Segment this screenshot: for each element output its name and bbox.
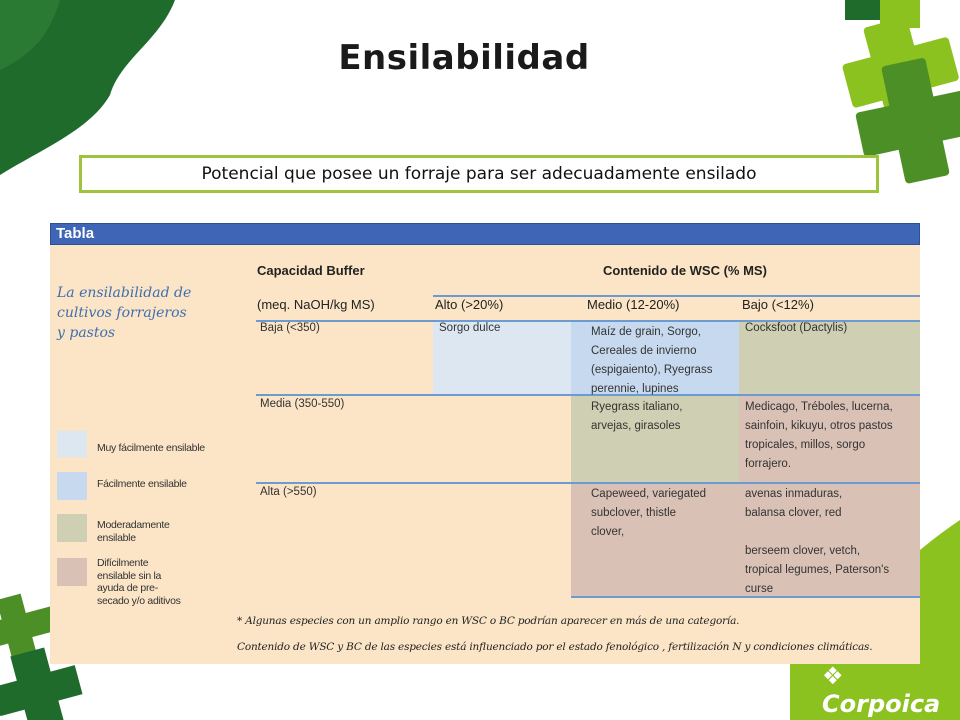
legend-swatch	[57, 431, 87, 457]
legend-label: Difícilmente ensilable sin la ayuda de pre- secado y/o aditivos	[97, 557, 181, 607]
divider	[256, 394, 920, 396]
definition-box	[79, 155, 879, 193]
col-wsc: Contenido de WSC (% MS)	[603, 263, 767, 278]
logo-icon: ❖	[822, 662, 844, 690]
col-capacidad-buffer: Capacidad Buffer	[257, 263, 365, 278]
legend-swatch	[57, 472, 87, 500]
col-medio: Medio (12-20%)	[587, 297, 680, 312]
legend-label: Fácilmente ensilable	[97, 478, 187, 490]
divider	[256, 482, 920, 484]
legend-label: Muy fácilmente ensilable	[97, 442, 205, 454]
row-label-baja: Baja (<350)	[260, 322, 320, 334]
legend-swatch	[57, 514, 87, 542]
row-label-alta: Alta (>550)	[260, 486, 317, 498]
cell-text: avenas inmaduras, balansa clover, red berseem clover, vetch, tropical legumes, Paterson's curse	[745, 488, 890, 595]
col-bajo: Bajo (<12%)	[742, 297, 814, 312]
table-header-bar: Tabla	[50, 223, 920, 245]
cell-text: Cocksfoot (Dactylis)	[745, 322, 848, 334]
cell-text: Medicago, Tréboles, lucerna, sainfoin, kikuyu, otros pastos tropicales, millos, sorgo forrajero.	[745, 401, 893, 470]
col-capacidad-unit: (meq. NaOH/kg MS)	[257, 297, 375, 312]
legend-label: Moderadamente ensilable	[97, 519, 170, 544]
cell-text: Sorgo dulce	[439, 322, 501, 334]
col-alto: Alto (>20%)	[435, 297, 504, 312]
ensilability-table	[50, 223, 920, 664]
definition-text: Potencial que posee un forraje para ser adecuadamente ensilado	[201, 164, 757, 184]
page-title: Ensilabilidad	[338, 38, 590, 78]
logo-text: Corpoica	[822, 690, 941, 718]
corpoica-logo	[822, 662, 960, 718]
cell-text: Maíz de grain, Sorgo, Cereales de invierno (espigaiento), Ryegrass perennie, lupines	[591, 326, 713, 395]
table-caption: La ensilabilidad de cultivos forrajeros y pastos	[57, 285, 192, 341]
cell-text: Ryegrass italiano, arvejas, girasoles	[591, 401, 683, 432]
row-label-media: Media (350-550)	[260, 398, 345, 410]
legend-swatch	[57, 558, 87, 586]
table-note: * Algunas especies con un amplio rango en WSC o BC podrían aparecer en más de una categoría.	[237, 615, 740, 627]
table-note: Contenido de WSC y BC de las especies está influenciado por el estado fenológico , fertilización N y condiciones climáticas.	[237, 641, 873, 653]
cell-text: Capeweed, variegated subclover, thistle clover,	[591, 488, 707, 538]
